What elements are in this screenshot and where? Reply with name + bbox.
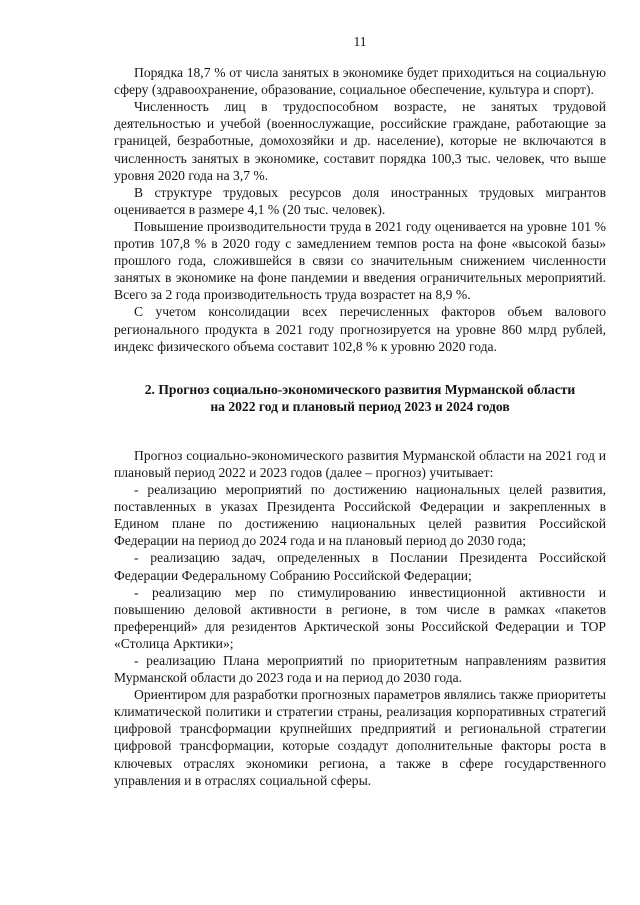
paragraph-forecast-guidelines: Ориентиром для разработки прогнозных параметров являлись также приоритеты климатической политики и стратегии страны, реализация корпоративных стратегий цифровой трансформации крупнейших предприятий и региональной стратегии цифровой трансформации, которые создадут дополнительные факторы роста в ключевых отраслях экономики региона, а также в сфере государственного управления и в отраслях социальной сферы. — [114, 687, 606, 788]
page-number: 11 — [353, 34, 367, 49]
list-item-priority-plan: - реализацию Плана мероприятий по приоритетным направлениям развития Мурманской области до 2023 года и на период до 2030 года. — [114, 653, 606, 686]
paragraph-social-sphere-share: Порядка 18,7 % от числа занятых в экономике будет приходиться на социальную сферу (здравоохранение, образование, социальное обеспечение, культура и спорт). — [114, 65, 606, 98]
paragraph-grp-forecast: С учетом консолидации всех перечисленных факторов объем валового регионального продукта в 2021 году прогнозируется на уровне 860 млрд рублей, индекс физического объема составит 102,8 % к уровню 2020 года. — [114, 304, 606, 354]
paragraph-not-employed-population: Численность лиц в трудоспособном возрасте, не занятых трудовой деятельностью и учебой (военнослужащие, российские граждане, работающие за границей, безработные, домохозяйки и др. население), которые не включаются в численность занятых в экономике, составит порядка 100,3 тыс. человек, что выше уровня 2020 года на 3,7 %. — [114, 99, 606, 183]
paragraph-labor-productivity: Повышение производительности труда в 2021 году оценивается на уровне 101 % против 107,8 % в 2020 году с замедлением темпов роста на фоне «высокой базы» прошлого года, сложившейся в связи со значительным снижением численности занятых в экономике на фоне пандемии и введения ограничительных мероприятий. Всего за 2 года производительность труда возрастет на 8,9 %. — [114, 218, 606, 303]
list-item-presidential-address: - реализацию задач, определенных в Послании Президента Российской Федерации Федеральному Собранию Российской Федерации; — [114, 550, 606, 583]
paragraph-foreign-migrants: В структуре трудовых ресурсов доля иностранных трудовых мигрантов оценивается в размере 4,1 % (20 тыс. человек). — [114, 184, 606, 217]
section-heading — [114, 381, 606, 415]
list-item-national-goals: - реализацию мероприятий по достижению национальных целей развития, поставленных в указах Президента Российской Федерации и закрепленных в Едином плане по достижению национальных целей развития Российской Федерации на период до 2024 года и на плановый период до 2030 года; — [114, 482, 606, 549]
paragraph-forecast-intro: Прогноз социально-экономического развития Мурманской области на 2021 год и плановый период 2022 и 2023 годов (далее – прогноз) учитывает: — [114, 447, 606, 480]
section-heading-line-1: 2. Прогноз социально-экономического развития Мурманской области — [144, 381, 576, 397]
section-heading-line-2: на 2022 год и плановый период 2023 и 2024 годов — [210, 398, 510, 414]
list-item-investment-activity: - реализацию мер по стимулированию инвестиционной активности и повышению деловой активности в регионе, в том числе в рамках «пакетов преференций» для резидентов Арктической зоны Российской Федерации и ТОР «Столица Арктики»; — [114, 584, 606, 651]
